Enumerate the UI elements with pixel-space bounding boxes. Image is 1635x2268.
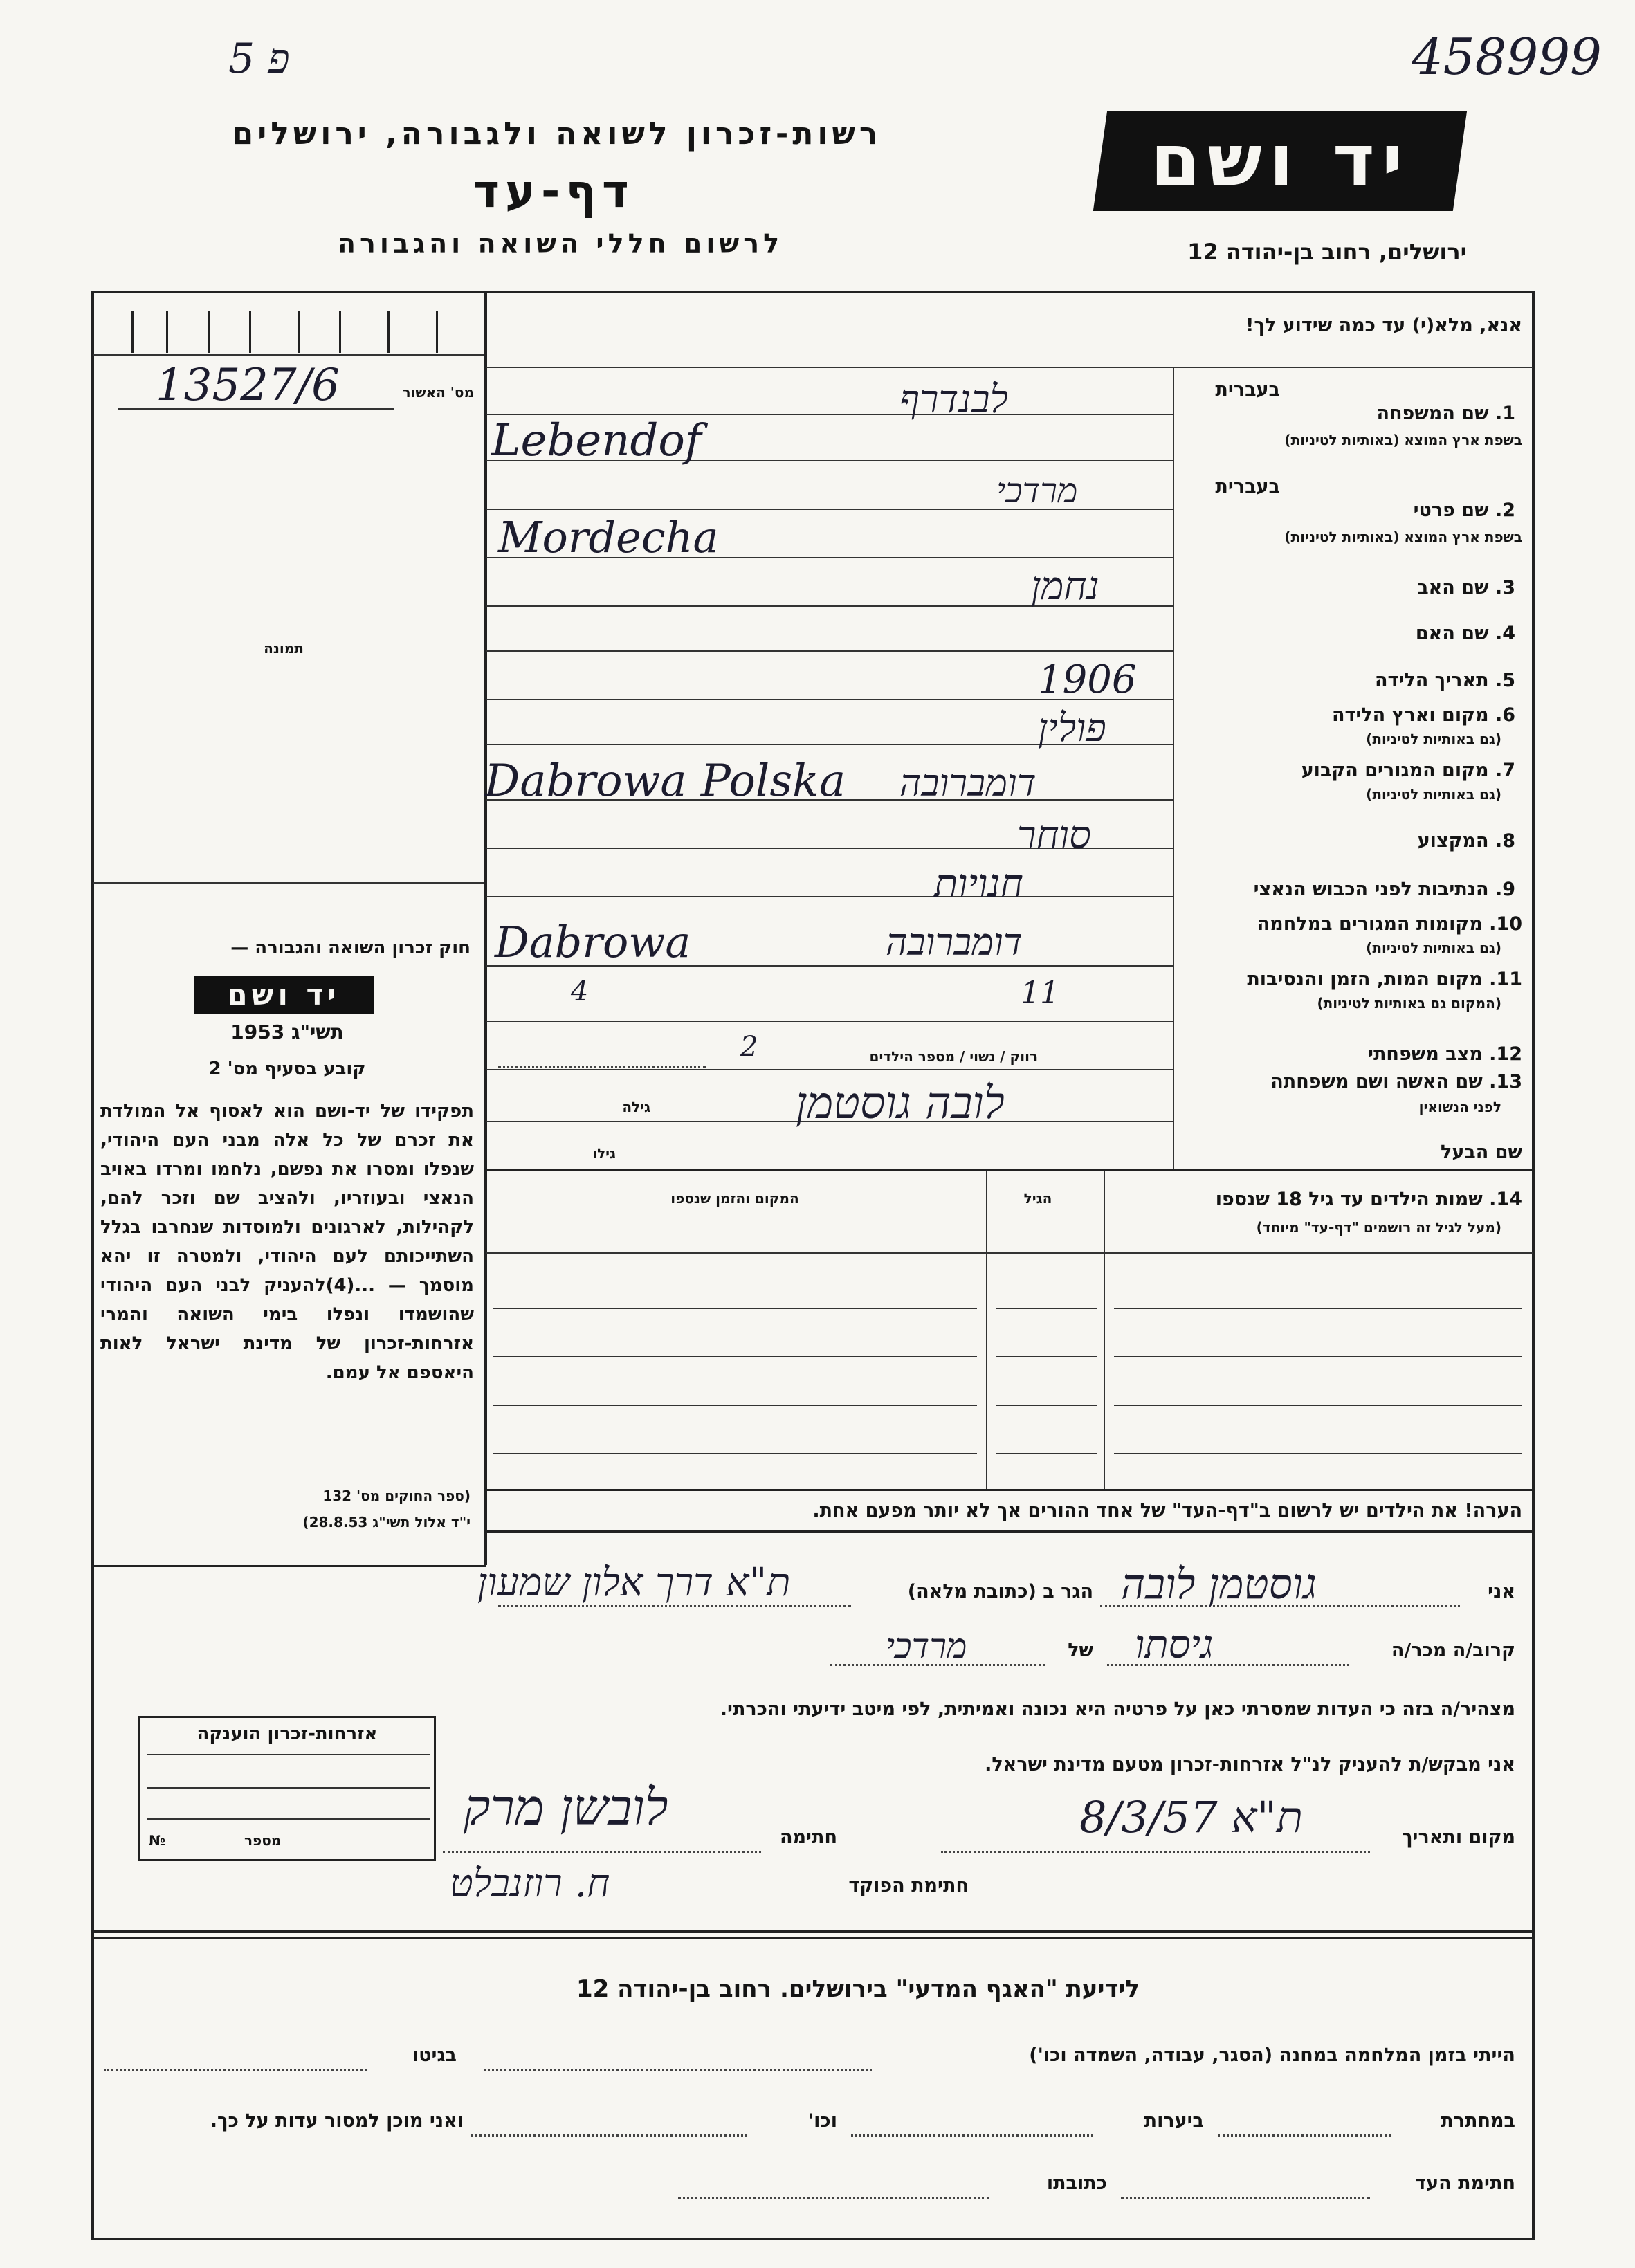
f11-mark: 4 xyxy=(571,976,589,1007)
signature-value[interactable]: לובשן מרק xyxy=(464,1778,668,1836)
husband-age-label: גילו xyxy=(592,1145,616,1162)
f12-label: 12. מצב משפחתי xyxy=(1368,1043,1522,1065)
f7-label: 7. מקום המגורים הקבוע xyxy=(1301,760,1515,781)
footer-divider xyxy=(93,1930,1532,1933)
address-value[interactable]: ת"א דרך אלון שמעון xyxy=(477,1560,791,1605)
declare-text: מצהיר/ה בזה כי העדות שמסרתי כאן על פרטיה היא נכונה ואמיתית, לפי מיטב ידיעתי והכרתי. xyxy=(720,1699,1515,1720)
footer-heading: לידיעת "האגף המדעי" בירושלים. רחוב בן-יהודה 12 xyxy=(576,1975,1140,2003)
form-title: דף-עד xyxy=(473,165,634,218)
side-column-divider xyxy=(484,292,487,1565)
f7-latin-value[interactable]: Dabrowa Polska xyxy=(484,756,846,807)
f14-label: 14. שמות הילדים עד גיל 18 שנספו xyxy=(1215,1189,1522,1210)
address-line: ירושלים, רחוב בן-יהודה 12 xyxy=(1187,239,1467,265)
yad-vashem-logo xyxy=(1093,111,1467,211)
footer-line2-b: ביערות xyxy=(1144,2110,1204,2132)
corner-mark: פ 5 xyxy=(228,35,290,83)
law-text: תפקידו של יד-ושם הוא לאסוף אל המולדת את זכרם של כל אלה מבני העם היהודי, שנפלו ומסרו את נפשם, נלחמו ומרדו באויב הנאצי ובעוזריו, ולהציב שם וזכר להם, לקהילות, לארגונים ולמוסדות שנחרבו בגלל השתייכותם לעם היהודי, ולמטרה זו יהא מוסמך — ...(4)להעניק לבני העם היהודי שהושמדו ונפלו בימי השואה והמרי אזרחות-זכרון של מדינת ישראל לאות היאספם אל עמם. xyxy=(100,1101,474,1383)
law-reference-1: (ספר החוקים מס' 132 xyxy=(322,1488,471,1504)
f4-label: 4. שם האם xyxy=(1415,623,1515,644)
f12-children-value[interactable]: 2 xyxy=(740,1031,758,1063)
officer-value[interactable]: ח. רוזנבלט xyxy=(450,1861,610,1906)
form-subtitle: לרשום חללי השואה והגבורה xyxy=(337,228,784,259)
f3-label: 3. שם האב xyxy=(1417,577,1515,598)
f2-label: 2. שם פרטי xyxy=(1413,500,1515,521)
footer-line3-b: כתובתו xyxy=(1046,2173,1107,2194)
stamp-title: אזרחות-זכרון הוענקה xyxy=(197,1723,378,1744)
f6-value[interactable]: פולין xyxy=(1038,706,1106,751)
f9-label: 9. הנתיבות לפני הכבוש הנאצי xyxy=(1253,879,1515,900)
children-note: הערה! את הילדים יש לרשום ב"דף-העד" של אחד ההורים אך לא יותר מפעם אחת. xyxy=(812,1500,1522,1521)
f10-label: 10. מקומות המגורים במלחמה xyxy=(1257,913,1522,935)
footer-line2-c: וכו' xyxy=(807,2110,837,2132)
f10-sub: (גם באותיות לטיניות) xyxy=(1366,940,1501,956)
request-text: אני מבקש/ת להעניק לנ"ל אזרחות-זכרון מטעם מדינת ישראל. xyxy=(985,1754,1515,1775)
f1-hebrew-value[interactable]: לבנדרף xyxy=(899,377,1008,422)
f1-latin-value[interactable]: Lebendof xyxy=(491,415,702,466)
f1-hebrew-label: בעברית xyxy=(1215,379,1280,401)
of-label: של xyxy=(1068,1640,1093,1661)
f2-latin-value[interactable]: Mordecha xyxy=(498,512,719,563)
law-title: חוק זכרון השואה והגבורה — xyxy=(230,938,471,958)
f13-label: 13. שם האשה ושם משפחתה xyxy=(1270,1071,1522,1092)
declarant-value[interactable]: גוסטמן לובה xyxy=(1121,1560,1317,1609)
f3-value[interactable]: נחמן xyxy=(1031,564,1099,609)
law-year: תשי"ג 1953 xyxy=(230,1021,344,1043)
signature-label: חתימה xyxy=(779,1827,837,1848)
label-column-divider xyxy=(1173,367,1174,1169)
citizenship-stamp-box xyxy=(138,1716,436,1861)
declarant-label: אני xyxy=(1488,1581,1515,1602)
husband-label: שם הבעל xyxy=(1440,1142,1522,1163)
f6-label: 6. מקום וארץ הלידה xyxy=(1331,704,1515,726)
f1-sub: בשפת ארץ המוצא (באותיות לטיניות) xyxy=(1284,432,1522,448)
f6-sub: (גם באותיות לטיניות) xyxy=(1366,731,1501,747)
footer-line2-d: ואני מוכן למסור עדות על כך. xyxy=(210,2110,464,2132)
side-column-bottom xyxy=(93,1565,486,1567)
law-logo xyxy=(194,976,374,1014)
address-label: הגר ב (כתובת מלאה) xyxy=(907,1581,1093,1602)
relative-label: קרוב/ה מכר/ה xyxy=(1391,1640,1515,1661)
footer-line1-b: בגיטו xyxy=(412,2045,457,2066)
f11-label: 11. מקום המות, הזמן והנסיבות xyxy=(1247,969,1522,990)
f2-hebrew-value[interactable]: מרדכי xyxy=(996,470,1078,511)
f14-sub: (מעל לגיל זה רושמים "דף-עד" מיוחד) xyxy=(1256,1219,1501,1236)
f1-label: 1. שם המשפחה xyxy=(1376,403,1515,424)
stamp-number-sign: № xyxy=(149,1832,166,1849)
stamp-number-label: מספר xyxy=(244,1832,282,1849)
f13-age-label: גילה xyxy=(622,1099,650,1115)
f10-hebrew-value[interactable]: דומברובה xyxy=(886,920,1023,964)
law-reference-2: י"ד אלול תשי"ג 28.8.53) xyxy=(302,1514,471,1530)
place-date-value[interactable]: ת"א 8/3/57 xyxy=(1079,1792,1303,1842)
authority-line: רשות-זכרון לשואה ולגבורה, ירושלים xyxy=(232,116,882,152)
footer-line2-a: במחתרת xyxy=(1441,2110,1515,2132)
f8-value[interactable]: סוחר xyxy=(1017,813,1091,858)
place-date-label: מקום ותאריך xyxy=(1401,1827,1515,1848)
f11-sub: (המקום גם באותיות לטיניות) xyxy=(1317,995,1501,1012)
f13-value[interactable]: לובה גוסטמן xyxy=(796,1078,1005,1129)
f8-label: 8. המקצוע xyxy=(1417,830,1515,852)
intro-rule xyxy=(486,367,1533,368)
intro-line: אנא, מלא(י) עד כמה שידוע לך! xyxy=(1245,315,1522,336)
law-logo-text: יד ושם xyxy=(227,978,340,1012)
reg-number-value: 13527/6 xyxy=(156,360,340,411)
law-clause: קובע בסעיף מס' 2 xyxy=(208,1059,366,1079)
f5-value[interactable]: 1906 xyxy=(1038,657,1137,702)
col-age-header: הגיל xyxy=(1023,1190,1052,1207)
of-value[interactable]: מרדכי xyxy=(886,1626,967,1666)
f12-options: רווק / נשוי / מספר הילדים xyxy=(869,1048,1038,1065)
photo-label: תמונה xyxy=(264,640,304,657)
f7-sub: (גם באותיות לטיניות) xyxy=(1366,786,1501,803)
archive-number: 458999 xyxy=(1412,28,1602,86)
footer-line1-a: הייתי בזמן המלחמה במחנה (הסגר, עבודה, השמדה וכו') xyxy=(1029,2045,1515,2066)
reg-number-label: מס' האשור xyxy=(402,384,474,401)
f11-value[interactable]: 11 xyxy=(1021,976,1059,1011)
f2-sub: בשפת ארץ המוצא (באותיות לטיניות) xyxy=(1284,529,1522,545)
relative-value[interactable]: גיסתו xyxy=(1135,1622,1214,1667)
f9-value[interactable]: חנויות xyxy=(934,861,1023,906)
footer-line3-a: חתימת העד xyxy=(1415,2173,1515,2194)
f7-hebrew-value[interactable]: דומברובה xyxy=(899,761,1036,805)
f5-label: 5. תאריך הלידה xyxy=(1374,670,1515,691)
f2-hebrew-label: בעברית xyxy=(1215,476,1280,497)
f10-latin-value[interactable]: Dabrowa xyxy=(495,917,691,967)
logo-text: יד ושם xyxy=(1150,118,1410,203)
officer-label: חתימת הפוקד xyxy=(848,1875,969,1896)
f13-sub: לפני הנשואין xyxy=(1418,1099,1501,1115)
col-place-header: המקום והזמן שנספו xyxy=(670,1190,799,1207)
